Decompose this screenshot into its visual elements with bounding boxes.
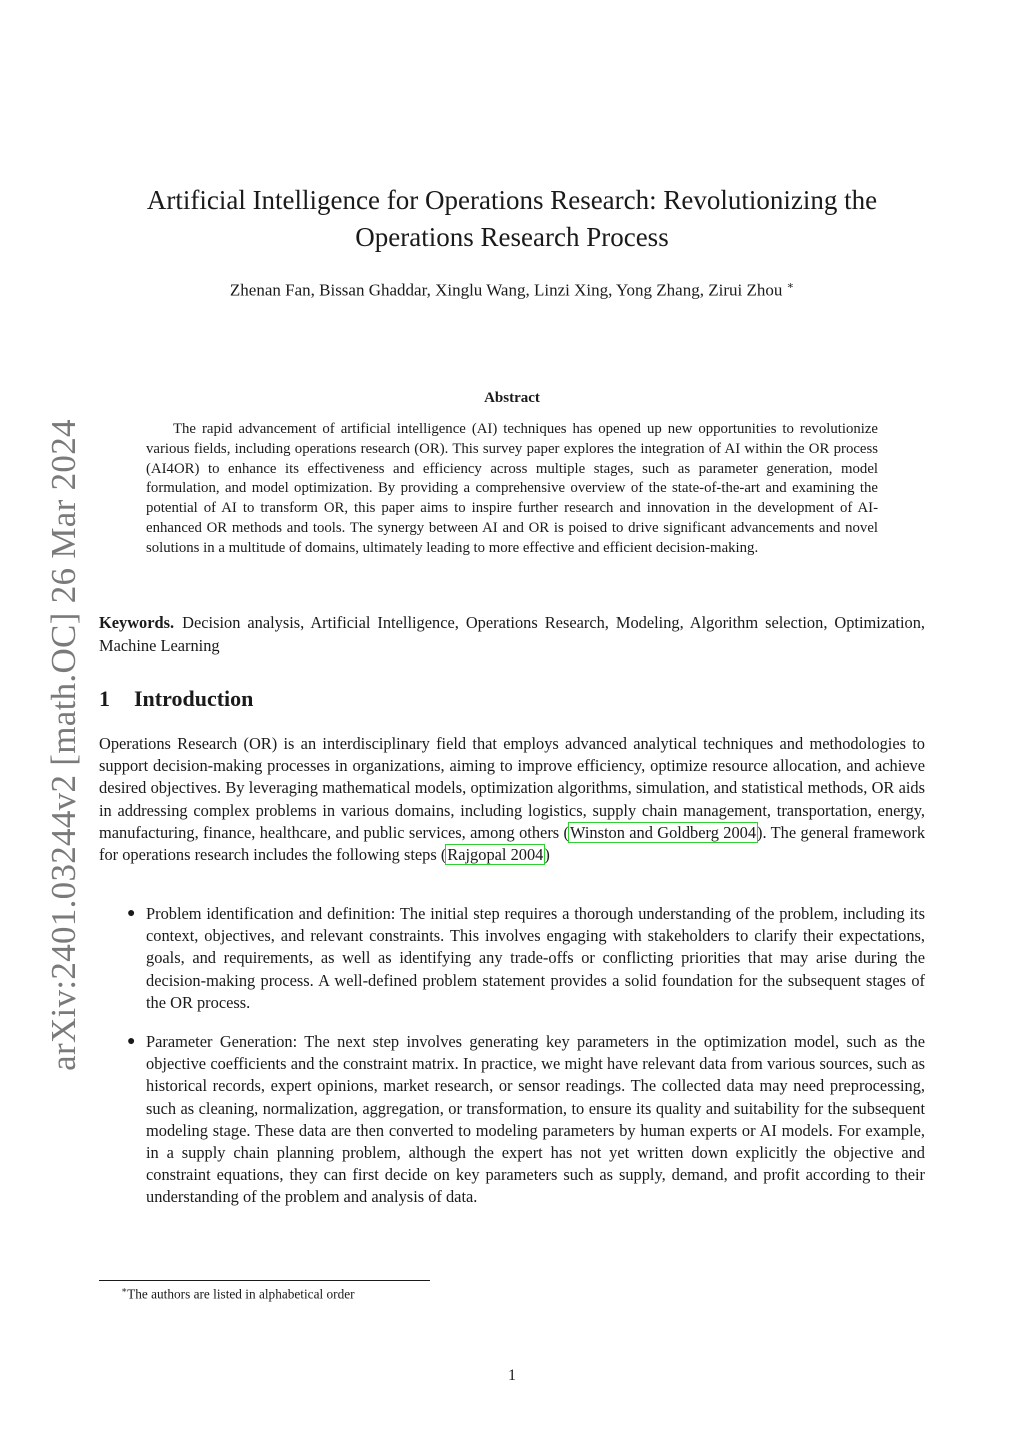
- framework-steps-list: [99, 903, 925, 1226]
- abstract-body: The rapid advancement of artificial intelligence (AI) techniques has opened up new opportunities to revolutionize various fields, including operations research (OR). This survey paper explores the integration of AI within the OR process (AI4OR) to enhance its effectiveness and efficiency across multiple stages, such as parameter generation, model formulation, and model optimization. By providing a comprehensive overview of the state-of-the-art and examining the potential of AI to transform OR, this paper aims to inspire further research and innovation in the development of AI-enhanced OR methods and tools. The synergy between AI and OR is poised to drive significant advancements and novel solutions in a multitude of domains, ultimately leading to more effective and efficient decision-making.: [146, 421, 878, 556]
- list-item: [99, 903, 925, 1014]
- citation-link-winston-goldberg[interactable]: Winston and Goldberg 2004: [570, 822, 757, 842]
- section-title: Introduction: [134, 686, 254, 711]
- intro-text-1: Operations Research (OR) is an interdisciplinary field that employs advanced analytical techniques and methodologies to support decision-making processes in organizations, aiming to improve efficiency, optimize resource allocation, and achieve desired objectives. By leveraging mathematical models, optimization algorithms, simulation, and statistical methods, OR aids in addressing complex problems in various domains, including logistics, supply chain management, transportation, energy, manufacturing, finance, healthcare, and public services, among others (: [99, 734, 925, 842]
- arxiv-identifier-stamp: arXiv:2401.03244v2 [math.OC] 26 Mar 2024: [44, 419, 83, 1071]
- section-heading-introduction: [99, 686, 253, 712]
- title-line-1: Artificial Intelligence for Operations Research: Revolutionizing the: [146, 185, 878, 215]
- page-number: 1: [508, 1367, 516, 1384]
- citation-link-rajgopal[interactable]: Rajgopal 2004: [447, 845, 544, 865]
- section-number: 1: [99, 686, 110, 711]
- keywords-label: Keywords.: [99, 613, 175, 632]
- footnote-divider: [99, 1280, 430, 1281]
- list-item-text: Parameter Generation: The next step involves generating key parameters in the optimization model, such as the objective coefficients and the constraint matrix. In practice, we might have relevant data from various sources, such as historical records, expert opinions, market research, or sensor readings. The collected data may need preprocessing, such as cleaning, normalization, aggregation, or transformation, to ensure its quality and suitability for the subsequent modeling stage. These data are then converted to modeling parameters by human experts or AI models. For example, in a supply chain planning problem, although the expert has not yet written down explicitly the objective and constraint equations, they can first decide on key parameters such as supply, demand, and profit according to their understanding of the problem and analysis of data.: [146, 1032, 925, 1207]
- bullet-icon: ●: [127, 906, 136, 921]
- intro-text-3: ): [544, 845, 550, 865]
- footnote-text: The authors are listed in alphabetical order: [127, 1286, 355, 1302]
- author-names: Zhenan Fan, Bissan Ghaddar, Xinglu Wang, Linzi Xing, Yong Zhang, Zirui Zhou: [229, 280, 783, 300]
- keywords-text: Decision analysis, Artificial Intelligence, Operations Research, Modeling, Algorithm selection, Optimization, Machine Learning: [99, 613, 925, 655]
- author-list: [100, 279, 924, 301]
- list-item-text: Problem identification and definition: The initial step requires a thorough understanding of the problem, including its context, objectives, and relevant constraints. This involves engaging with stakeholders to clarify their expectations, goals, and requirements, as well as identifying any trade-offs or conflicting priorities that may arise during the decision-making process. A well-defined problem statement provides a solid foundation for the subsequent stages of the OR process.: [146, 904, 925, 1012]
- paper-title: [100, 182, 924, 256]
- list-item: [99, 1031, 925, 1209]
- intro-paragraph: [99, 733, 925, 866]
- intro-text-2: ). The general framework for operations research includes the following steps (: [99, 822, 926, 865]
- abstract-heading: Abstract: [484, 390, 540, 406]
- bullet-icon: ●: [127, 1034, 136, 1050]
- title-line-2: Operations Research Process: [355, 222, 669, 252]
- keywords: [99, 612, 925, 657]
- footnote: [121, 1285, 355, 1302]
- footnote-mark: ∗: [121, 1285, 128, 1295]
- author-footnote-mark[interactable]: ∗: [786, 280, 795, 292]
